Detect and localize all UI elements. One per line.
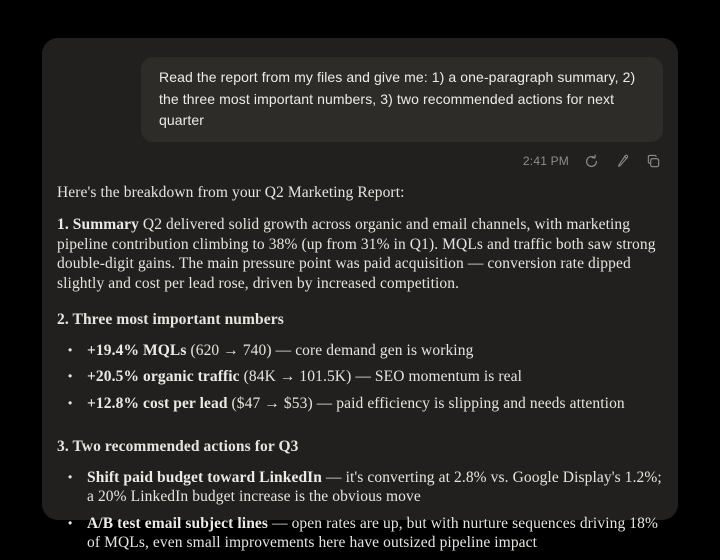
summary-paragraph xyxy=(57,215,663,293)
copy-icon[interactable] xyxy=(645,153,662,170)
recommendations-list xyxy=(57,468,663,553)
chat-window xyxy=(42,38,678,551)
retry-icon[interactable] xyxy=(583,153,600,170)
summary-text: Q2 delivered solid growth across organic and email channels, with marketing pipeline contribution climbing to 38% (up from 31% in Q1). MQLs and traffic both saw strong double-digit gains. The main pressure point was paid acquisition — conversion rate dipped slightly and cost per lead rose, driven by increased competition. xyxy=(57,216,656,292)
bullet-icon: • xyxy=(68,395,73,410)
bullet-icon: • xyxy=(68,515,73,530)
number-lead: +12.8% cost per lead xyxy=(87,394,228,412)
assistant-intro: Here's the breakdown from your Q2 Marketing Report: xyxy=(57,183,405,201)
bullet-icon: • xyxy=(68,369,73,383)
number-text: ($47 → $53) — paid efficiency is slipping and needs attention xyxy=(227,394,625,412)
number-lead: +20.5% organic traffic xyxy=(87,368,240,385)
list-item xyxy=(57,468,663,507)
numbers-heading: 2. Three most important numbers xyxy=(57,311,284,328)
recommendation-lead: Shift paid budget toward LinkedIn xyxy=(87,468,323,486)
message-timestamp: 2:41 PM xyxy=(522,154,569,168)
edit-icon[interactable] xyxy=(614,153,631,170)
actions-heading: 3. Two recommended actions for Q3 xyxy=(57,438,299,455)
list-item xyxy=(57,367,663,387)
summary-lead: 1. Summary xyxy=(57,216,139,233)
recommendation-text: — it's converting at 2.8% vs. Google Display's 1.2%; a 20% LinkedIn budget increase is the obvious move xyxy=(87,468,662,505)
number-lead: +19.4% MQLs xyxy=(87,341,187,359)
list-item xyxy=(57,341,663,361)
list-item xyxy=(57,394,663,414)
user-message-text: Read the report from my files and give me: 1) a one-paragraph summary, 2) the three most important numbers, 3) two recommended actions for next quarter xyxy=(159,69,636,128)
assistant-message xyxy=(42,170,678,553)
user-message-bubble xyxy=(141,57,663,142)
number-text: (620 → 740) — core demand gen is working xyxy=(186,341,474,359)
recommendation-lead: A/B test email subject lines xyxy=(87,514,269,532)
user-message-row xyxy=(42,38,678,142)
recommendation-text: — open rates are up, but with nurture sequences driving 18% of MQLs, even small improvements here have outsized pipeline impact xyxy=(87,514,658,551)
message-meta-row xyxy=(42,142,678,170)
list-item xyxy=(57,514,663,553)
numbers-list xyxy=(57,341,663,414)
bullet-icon: • xyxy=(68,469,73,484)
bullet-icon: • xyxy=(68,342,73,357)
number-text: (84K → 101.5K) — SEO momentum is real xyxy=(239,368,522,385)
